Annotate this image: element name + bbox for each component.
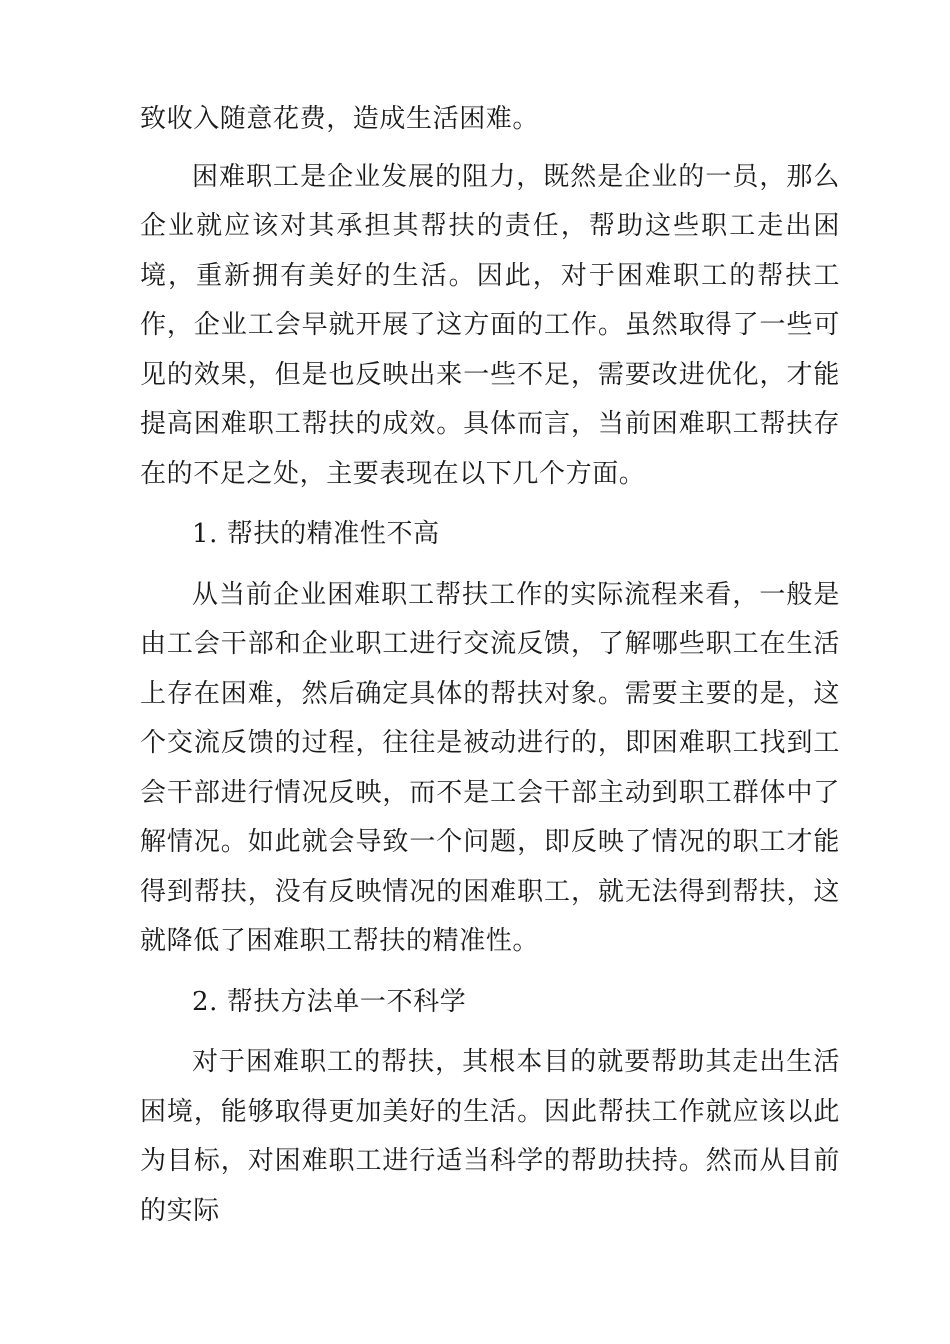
paragraph-gap xyxy=(140,145,840,153)
paragraph-section-2: 对于困难职工的帮扶，其根本目的就要帮助其走出生活困境，能够取得更加美好的生活。因此帮扶工作就应该以此为目标，对困难职工进行适当科学的帮助扶持。然而从目前的实际 xyxy=(140,1047,840,1226)
paragraph-intro: 困难职工是企业发展的阻力，既然是企业的一员，那么企业就应该对其承担其帮扶的责任，帮助这些职工走出困境，重新拥有美好的生活。因此，对于困难职工的帮扶工作，企业工会早就开展了这方面的工作。虽然取得了一些可见的效果，但是也反映出来一些不足，需要改进优化，才能提高困难职工帮扶的成效。具体而言，当前困难职工帮扶存在的不足之处，主要表现在以下几个方面。 xyxy=(140,161,840,489)
paragraph-section-1: 从当前企业困难职工帮扶工作的实际流程来看，一般是由工会干部和企业职工进行交流反馈，了解哪些职工在生活上存在困难，然后确定具体的帮扶对象。需要主要的是，这个交流反馈的过程，往往是被动进行的，即困难职工找到工会干部进行情况反映，而不是工会干部主动到职工群体中了解情况。如此就会导致一个问题，即反映了情况的职工才能得到帮扶，没有反映情况的困难职工，就无法得到帮扶，这就降低了困难职工帮扶的精准性。 xyxy=(140,579,840,956)
section-heading-2: 2. 帮扶方法单一不科学 xyxy=(192,986,467,1017)
section-heading-1: 1. 帮扶的精准性不高 xyxy=(192,519,440,549)
paragraph-gap xyxy=(140,499,840,507)
paragraph-gap xyxy=(140,1030,840,1038)
paragraph-gap xyxy=(140,563,840,571)
paragraph-continuation: 致收入随意花费，造成生活困难。 xyxy=(140,104,540,134)
paragraph-gap xyxy=(140,967,840,975)
